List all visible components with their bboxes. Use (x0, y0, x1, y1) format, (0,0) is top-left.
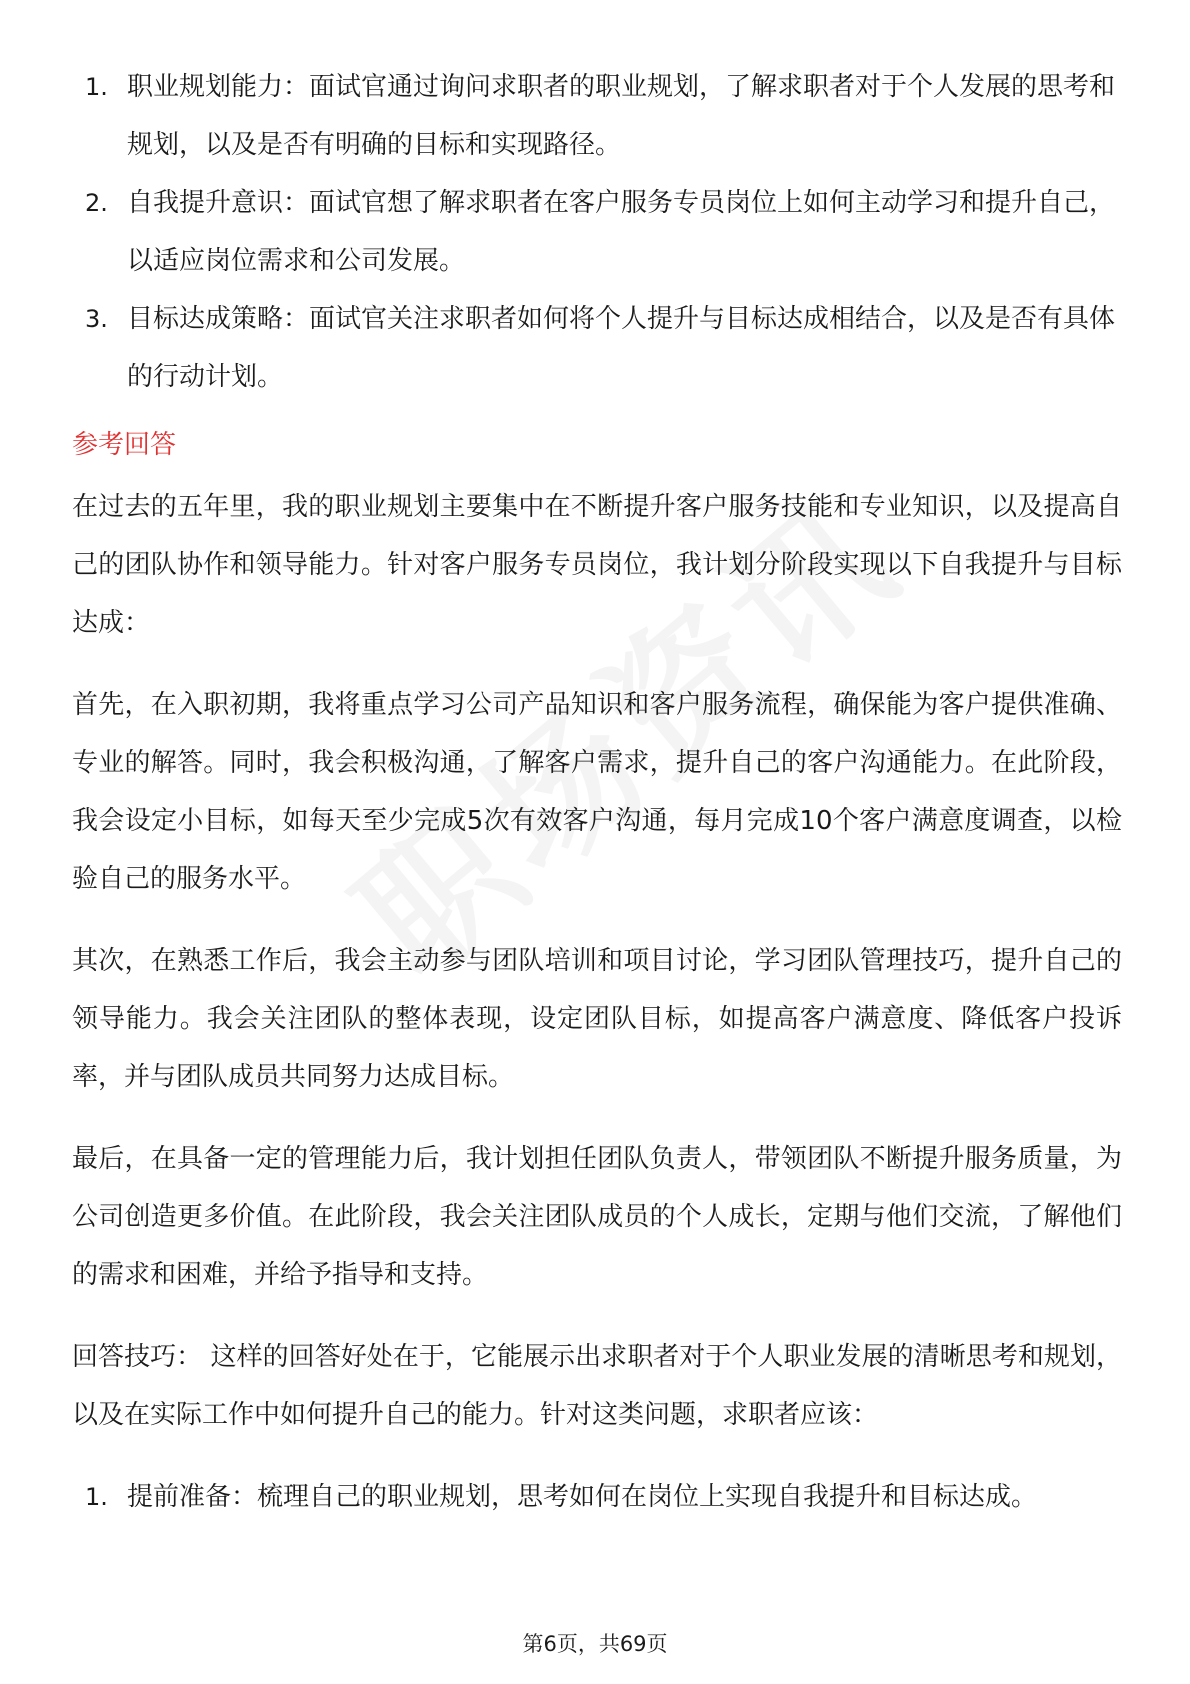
list-number: 1. (85, 1483, 108, 1511)
list-text: 职业规划能力：面试官通过询问求职者的职业规划，了解求职者对于个人发展的思考和规划，以及是否有明确的目标和实现路径。 (127, 72, 1116, 160)
list-item (72, 58, 1122, 174)
list-text: 目标达成策略：面试官关注求职者如何将个人提升与目标达成相结合，以及是否有具体的行动计划。 (127, 304, 1116, 392)
paragraph: 其次，在熟悉工作后，我会主动参与团队培训和项目讨论，学习团队管理技巧，提升自己的领导能力。我会关注团队的整体表现，设定团队目标，如提高客户满意度、降低客户投诉率，并与团队成员共同努力达成目标。 (72, 946, 1122, 1092)
paragraph: 在过去的五年里，我的职业规划主要集中在不断提升客户服务技能和专业知识，以及提高自己的团队协作和领导能力。针对客户服务专员岗位，我计划分阶段实现以下自我提升与目标达成： (72, 492, 1122, 638)
paragraph: 首先，在入职初期，我将重点学习公司产品知识和客户服务流程，确保能为客户提供准确、专业的解答。同时，我会积极沟通，了解客户需求，提升自己的客户沟通能力。在此阶段，我会设定小目标，如每天至少完成5次有效客户沟通，每月完成10个客户满意度调查，以检验自己的服务水平。 (72, 690, 1122, 894)
focus-points-list (72, 58, 1122, 406)
list-item (72, 1468, 1122, 1526)
list-number: 1. (85, 73, 108, 101)
tips-list (72, 1468, 1122, 1526)
list-number: 3. (85, 305, 108, 333)
list-text: 自我提升意识：面试官想了解求职者在客户服务专员岗位上如何主动学习和提升自己，以适应岗位需求和公司发展。 (127, 188, 1116, 276)
section-title: 参考回答 (72, 430, 177, 460)
paragraph: 最后，在具备一定的管理能力后，我计划担任团队负责人，带领团队不断提升服务质量，为公司创造更多价值。在此阶段，我会关注团队成员的个人成长，定期与他们交流，了解他们的需求和困难，并给予指导和支持。 (72, 1144, 1122, 1290)
list-text: 提前准备：梳理自己的职业规划，思考如何在岗位上实现自我提升和目标达成。 (127, 1482, 1038, 1512)
page-footer: 第6页，共69页 (522, 1632, 668, 1656)
list-item (72, 174, 1122, 290)
list-item (72, 290, 1122, 406)
list-number: 2. (85, 189, 108, 217)
paragraph: 回答技巧： 这样的回答好处在于，它能展示出求职者对于个人职业发展的清晰思考和规划，以及在实际工作中如何提升自己的能力。针对这类问题，求职者应该： (72, 1342, 1122, 1430)
document-page (72, 58, 1122, 1526)
